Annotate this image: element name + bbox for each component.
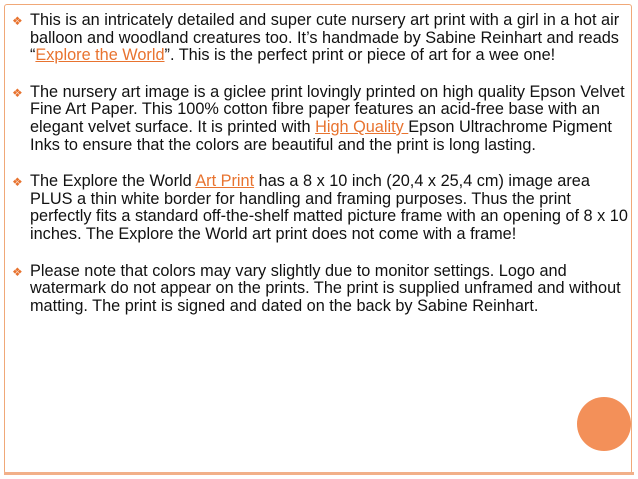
bullet-text [30,173,630,243]
slide-bottom-border [4,472,634,475]
bullet-text-end: has a 8 x 10 inch (20,4 x 25,4 cm) image area PLUS a thin white border for handling and framing purposes. Thus the print perfectly fits a standard off-the-shelf matted picture frame with an opening of 8 x 10 inches. The Explore the World art print does not come with a frame! [30,172,628,243]
decorative-orange-circle [577,397,631,451]
bullet-text-end: ”. This is the perfect print or piece of art for a wee one! [164,46,556,65]
bullet-marker-icon: ❖ [12,14,23,28]
bullet-marker-icon: ❖ [12,264,23,279]
bullet-text-start: The nursery art image is a giclee print lovingly printed on high quality Epson Velvet Fine Art Paper. This 100% cotton fibre paper features an acid-free base with an elegant velvet surface. It is printed with [30,82,625,136]
bullet-marker-icon: ❖ [12,85,23,100]
explore-the-world-link[interactable]: Explore the World [35,46,165,65]
bullet-text [30,263,630,316]
bullet-marker-icon: ❖ [12,175,23,190]
bullet-list [12,12,630,315]
bullet-text [30,12,630,65]
bullet-item-paper [12,84,630,154]
bullet-text [30,84,630,154]
bullet-text-end: Epson Ultrachrome Pigment Inks to ensure that the colors are beautiful and the print is long lasting. [30,117,612,154]
bullet-text-start: Please note that colors may vary slightly due to monitor settings. Logo and watermark do not appear on the prints. The print is supplied unframed and without matting. The print is signed and dated on the back by Sabine Reinhart. [30,261,621,315]
bullet-item-description [12,12,630,65]
bullet-item-note [12,263,630,316]
art-print-link[interactable]: Art Print [195,172,255,191]
bullet-item-size [12,173,630,243]
bullet-text-start: The Explore the World [30,172,196,191]
high-quality-link[interactable]: High Quality [315,117,409,136]
bullet-text-start: This is an intricately detailed and super cute nursery art print with a girl in a hot air balloon and woodland creatures too. It’s handmade by Sabine Reinhart and reads “ [30,11,620,65]
